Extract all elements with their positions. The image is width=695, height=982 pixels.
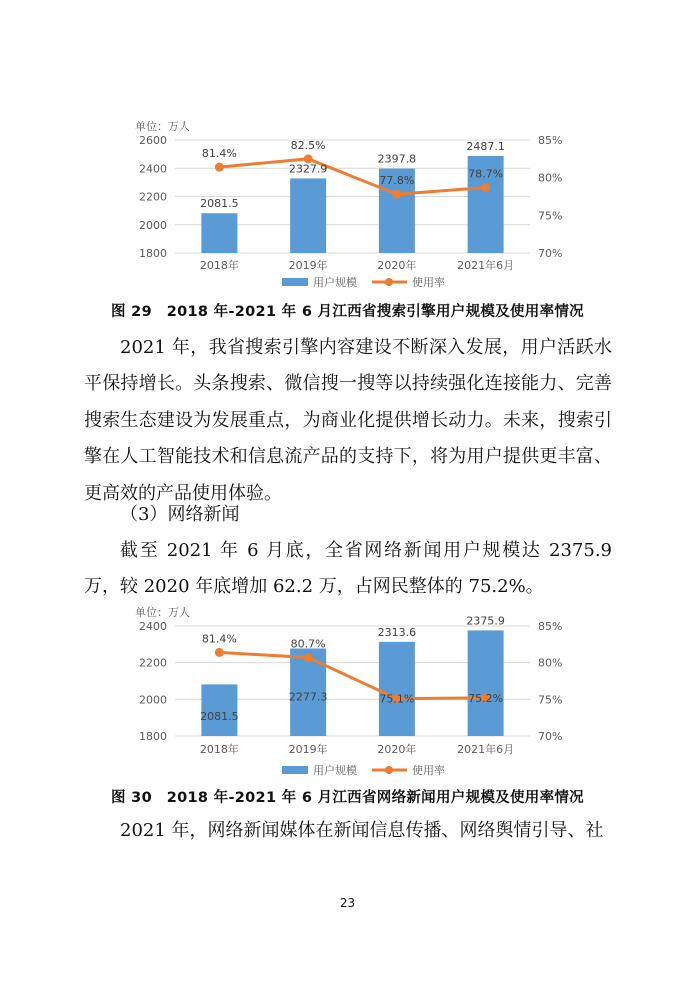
y-tick-label: 1800 (139, 730, 167, 743)
paragraph-network-news-cont: 2021 年，网络新闻媒体在新闻信息传播、网络舆情引导、社 (120, 820, 604, 841)
line-value-label: 81.4% (201, 147, 237, 161)
x-tick-label: 2021年6月 (457, 259, 515, 272)
bar-value-label: 2081.5 (200, 710, 239, 723)
chart-search-engine (0, 118, 695, 298)
legend-line-marker (385, 278, 393, 286)
bar-value-label: 2313.6 (377, 625, 417, 639)
bar-value-label: 2327.9 (288, 162, 328, 176)
unit-label: 单位：万人 (135, 120, 190, 133)
line-point (392, 190, 401, 199)
bar-value-label: 2397.8 (377, 152, 417, 166)
figure-30-caption: 图 30 2018 年-2021 年 6 月江西省网络新闻用户规模及使用率情况 (111, 790, 584, 806)
y-tick-label: 2000 (139, 693, 167, 707)
line-series (219, 652, 485, 698)
x-tick-label: 2021年6月 (457, 743, 515, 756)
bar-value-label: 2277.3 (288, 690, 328, 704)
bar (201, 213, 237, 253)
legend-bar-swatch (282, 766, 308, 774)
x-tick-label: 2020年 (377, 743, 417, 756)
legend-bar-label: 用户规模 (313, 764, 357, 777)
line-point (215, 163, 224, 172)
chart-svg (0, 118, 695, 298)
x-tick-label: 2019年 (288, 743, 328, 756)
line-value-label: 75.2% (468, 691, 504, 705)
page-number: 23 (339, 896, 356, 910)
paragraph-search-engine: 2021 年，我省搜索引擎内容建设不断深入发展，用户活跃水平保持增长。头条搜索、微信搜一搜等以持续强化连接能力、完善搜索生态建设为发展重点，为商业化提供增长动力。未来，搜索引擎在人工智能技术和信息流产品的支持下，将为用户提供更丰富、更高效的产品使用体验。 (84, 337, 612, 504)
line-point (304, 653, 313, 662)
line-point (215, 648, 224, 657)
bar-value-label: 2375.9 (466, 614, 505, 628)
line-series (219, 159, 485, 194)
line-value-label: 77.8% (379, 174, 415, 188)
bar-value-label: 2487.1 (466, 139, 505, 153)
legend-line-label: 使用率 (412, 276, 445, 289)
line-value-label: 82.5% (290, 138, 326, 152)
paragraph-network-news: 截至 2021 年 6 月底，全省网络新闻用户规模达 2375.9 万，较 2020 年底增加 62.2 万，占网民整体的 75.2%。 (84, 540, 612, 598)
legend-line-label: 使用率 (412, 764, 445, 777)
legend-line-marker (385, 766, 393, 774)
unit-label: 单位：万人 (135, 606, 190, 619)
x-tick-label: 2018年 (199, 259, 239, 272)
y-tick-label: 2400 (139, 620, 167, 633)
line-value-label: 80.7% (290, 637, 326, 651)
y2-tick-label: 80% (538, 171, 563, 185)
y2-tick-label: 80% (538, 656, 563, 670)
bar-value-label: 2081.5 (200, 197, 239, 211)
section-heading-network-news: （3）网络新闻 (120, 504, 240, 525)
y-tick-label: 2200 (139, 190, 167, 204)
y2-tick-label: 75% (538, 209, 563, 223)
line-value-label: 78.7% (468, 167, 504, 181)
x-tick-label: 2018年 (199, 743, 239, 756)
y2-tick-label: 85% (538, 620, 563, 633)
y-tick-label: 1800 (139, 247, 167, 260)
bar (290, 178, 326, 253)
line-value-label: 75.1% (379, 692, 415, 706)
legend-bar-label: 用户规模 (313, 276, 357, 289)
chart-svg (0, 604, 695, 784)
bar (379, 642, 415, 736)
line-value-label: 81.4% (201, 632, 237, 646)
bar (468, 630, 504, 736)
y2-tick-label: 85% (538, 134, 563, 147)
y-tick-label: 2400 (139, 162, 167, 176)
y-tick-label: 2200 (139, 656, 167, 670)
y2-tick-label: 70% (538, 730, 563, 743)
y-tick-label: 2600 (139, 134, 167, 147)
y2-tick-label: 75% (538, 693, 563, 707)
line-point (481, 183, 490, 192)
y-tick-label: 2000 (139, 218, 167, 232)
figure-29-caption: 图 29 2018 年-2021 年 6 月江西省搜索引擎用户规模及使用率情况 (111, 304, 584, 320)
legend-bar-swatch (282, 278, 308, 286)
y2-tick-label: 70% (538, 247, 563, 260)
x-tick-label: 2019年 (288, 259, 328, 272)
chart-network-news (0, 604, 695, 784)
x-tick-label: 2020年 (377, 259, 417, 272)
